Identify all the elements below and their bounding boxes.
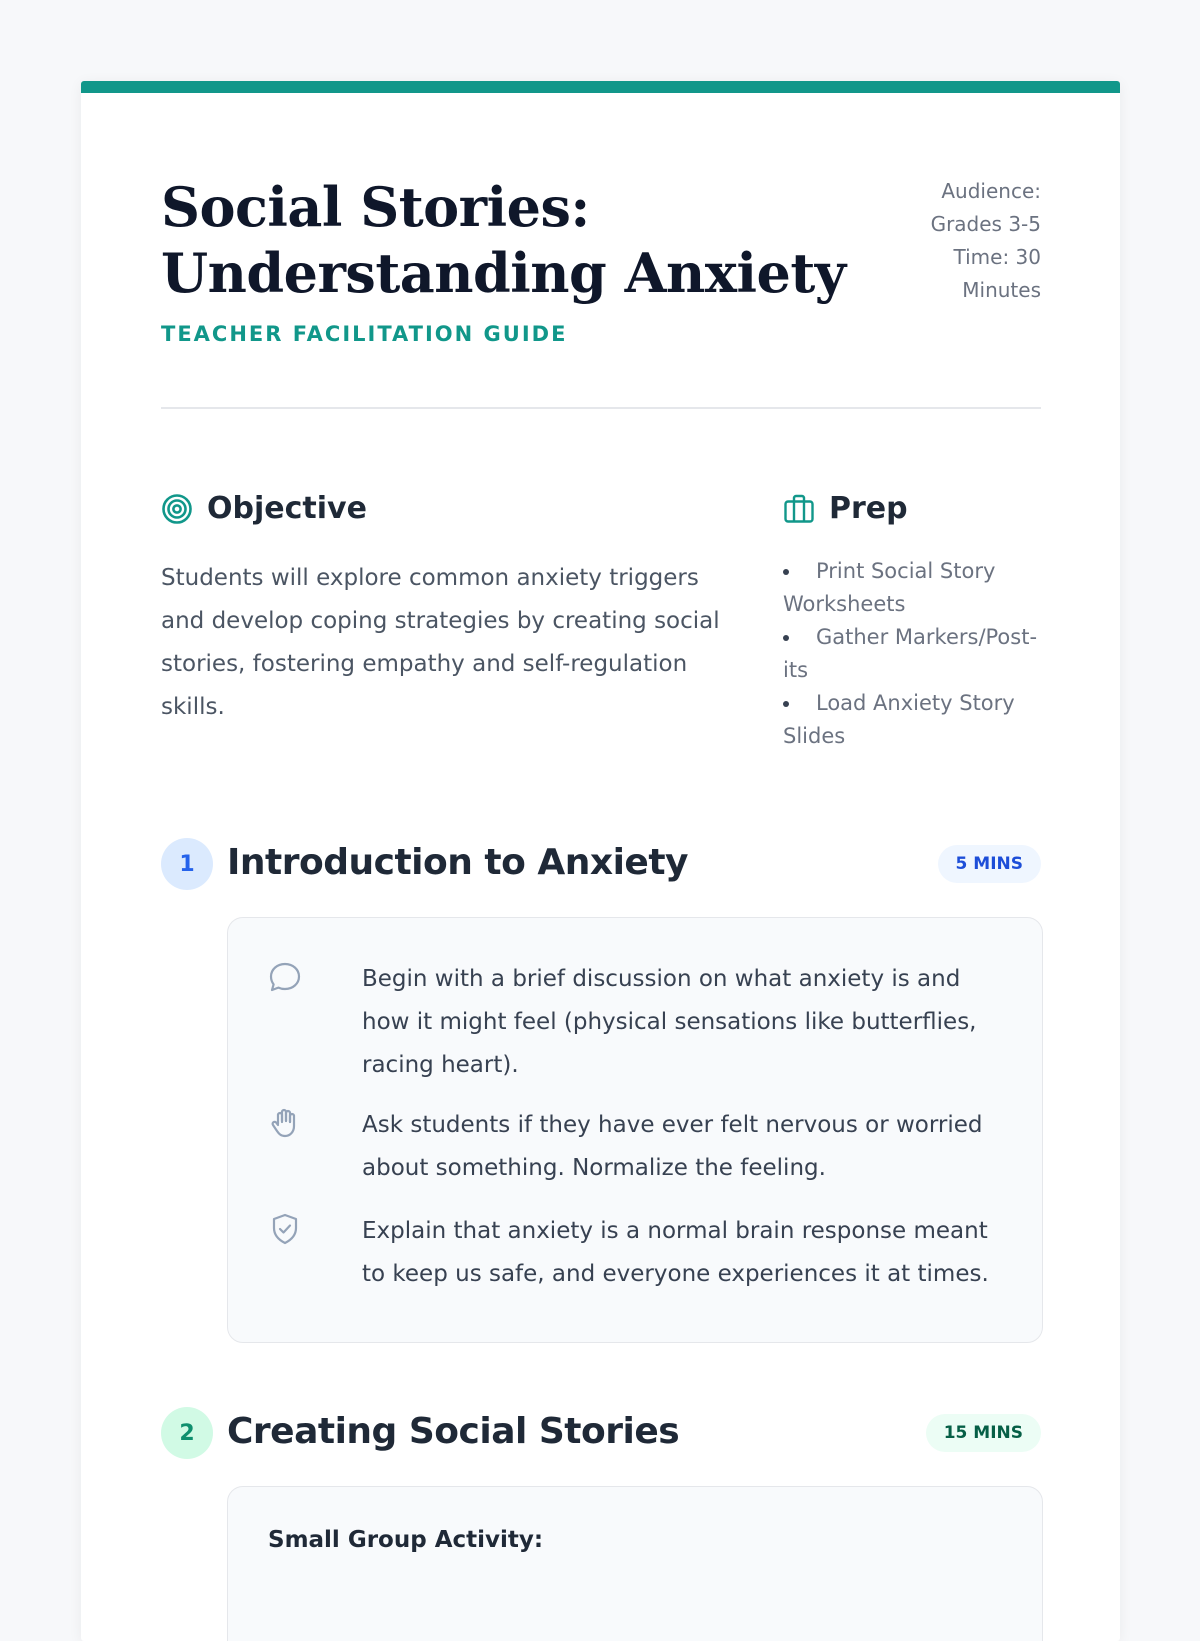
objective-title: Objective [207, 491, 367, 526]
page-subtitle: TEACHER FACILITATION GUIDE [161, 322, 568, 346]
duration-badge: 15 MINS [926, 1414, 1041, 1452]
header-divider [161, 407, 1041, 409]
duration-badge: 5 MINS [938, 845, 1041, 883]
lesson-card [81, 81, 1120, 1641]
prep-list [783, 555, 1041, 753]
step-number: 1 [161, 838, 213, 890]
step-number: 2 [161, 1407, 213, 1459]
page-title: Social Stories: Understanding Anxiety [161, 175, 846, 305]
prep-heading [783, 491, 908, 526]
step-title: Introduction to Anxiety [227, 842, 689, 883]
shield-check-icon [268, 1212, 302, 1246]
lesson-meta: Audience: Grades 3-5 Time: 30 Minutes [930, 179, 1041, 302]
prep-item: Load Anxiety Story Slides [783, 687, 1041, 753]
prep-title: Prep [829, 491, 908, 526]
briefcase-icon [783, 493, 815, 525]
objective-text: Students will explore common anxiety triggers and develop coping strategies by creating social stories, fostering empathy and self-regulation skills. [161, 565, 720, 720]
step-1-panel [227, 917, 1043, 1343]
list-item-text: Ask students if they have ever felt nervous or worried about something. Normalize the feeling. [362, 1112, 983, 1181]
list-item-text: Begin with a brief discussion on what anxiety is and how it might feel (physical sensations like butterflies, racing heart). [362, 966, 977, 1078]
card-accent-bar [81, 81, 1120, 93]
step-2-header [161, 1405, 1041, 1461]
step-1-header [161, 836, 1041, 892]
target-icon [161, 493, 193, 525]
raised-hand-icon [268, 1106, 302, 1140]
list-item-text: Explain that anxiety is a normal brain response meant to keep us safe, and everyone experiences it at times. [362, 1218, 989, 1287]
step-title: Creating Social Stories [227, 1411, 680, 1452]
objective-heading [161, 491, 367, 526]
step-2-panel [227, 1486, 1043, 1641]
prep-item: Gather Markers/Post-its [783, 621, 1041, 687]
prep-item: Print Social Story Worksheets [783, 555, 1041, 621]
activity-label: Small Group Activity: [268, 1527, 544, 1553]
speech-bubble-icon [268, 960, 302, 994]
